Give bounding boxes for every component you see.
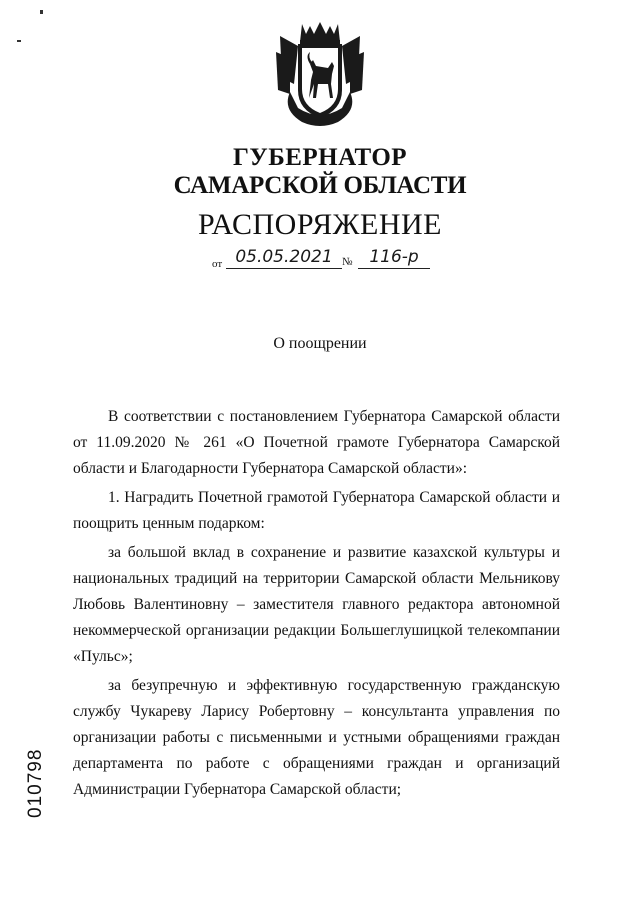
document-date: 05.05.2021 bbox=[226, 246, 342, 269]
document-body bbox=[73, 404, 560, 806]
resolution-item: 1. Наградить Почетной грамотой Губернатора Самарской области и поощрить ценным подарком: bbox=[73, 489, 560, 532]
document-subject: О поощрении bbox=[273, 335, 367, 352]
preamble-paragraph: В соответствии с постановлением Губернатора Самарской области от 11.09.2020 № 261 «О Почетной грамоте Губернатора Самарской области и Благодарности Губернатора Самарской области»: bbox=[73, 408, 560, 477]
number-prefix: № bbox=[342, 256, 353, 268]
date-prefix: от bbox=[212, 258, 223, 270]
award-paragraph: за большой вклад в сохранение и развитие казахской культуры и национальных традиций на территории Самарской области Мельникову Любовь Валентиновну – заместителя главного редактора автономной некоммерческой организации редакции Большеглушицкой телекомпании «Пульс»; bbox=[73, 544, 560, 665]
registration-line bbox=[208, 246, 438, 272]
document-number: 116-р bbox=[358, 246, 430, 269]
scan-speck bbox=[17, 40, 21, 42]
issuer-title: ГУБЕРНАТОР bbox=[232, 144, 408, 171]
issuer-region: САМАРСКОЙ ОБЛАСТИ bbox=[173, 172, 467, 199]
registry-number: 010798 bbox=[25, 748, 46, 818]
award-paragraph: за безупречную и эффективную государственную гражданскую службу Чукареву Ларису Робертовну – консультанта управления по организации работы с письменными и устными обращениями граждан департамента по работе с обращениями граждан и организаций Администрации Губернатора Самарской области; bbox=[73, 677, 560, 798]
scan-speck bbox=[40, 10, 43, 14]
document-type: РАСПОРЯЖЕНИЕ bbox=[197, 208, 443, 241]
samara-coat-of-arms-icon bbox=[272, 18, 368, 132]
